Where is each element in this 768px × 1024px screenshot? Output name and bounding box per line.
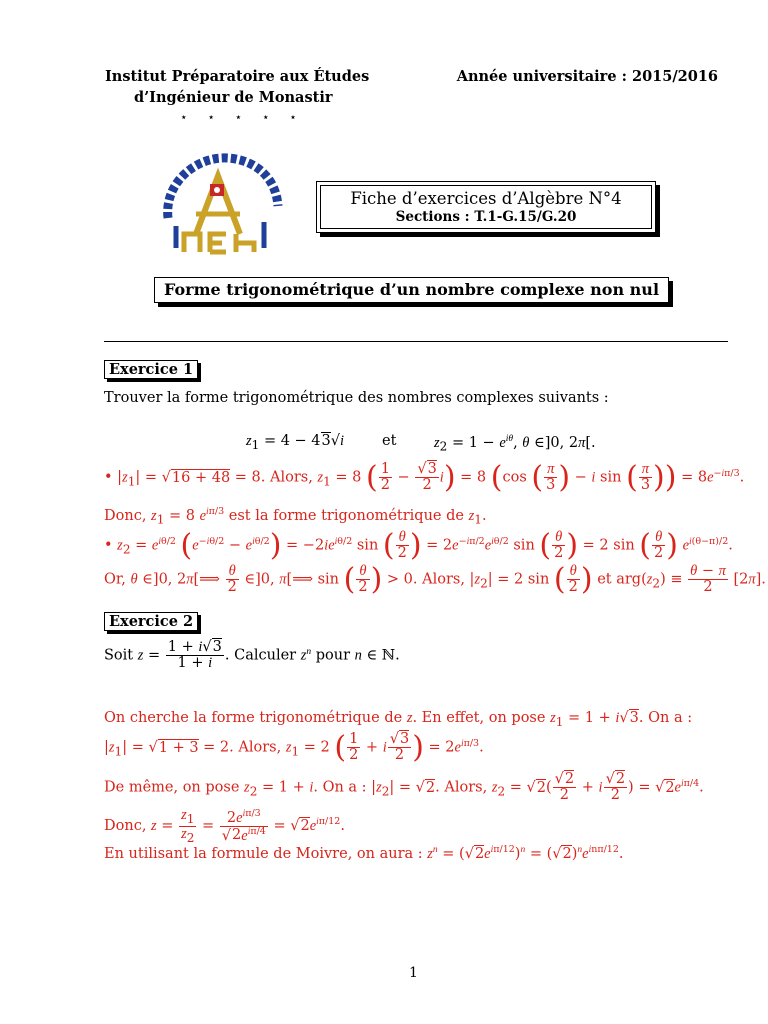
page-number: 1 xyxy=(409,965,418,981)
solution-2-line1: On cherche la forme trigonométrique de z. En effet, on pose $z_1 = 1 + i√3$. On a : xyxy=(104,710,693,729)
academic-year: Année universitaire : 2015/2016 xyxy=(456,68,718,85)
sections-line: Sections : T.1-G.15/G.20 xyxy=(395,209,577,225)
solution-2-line4: Donc, z = $\frac{z_1}{z_2}$ = $\frac{2e^{i\pi/3}}{√2e^{i\pi/4}}$ = $√2e^{i\pi/12}$. xyxy=(104,807,345,845)
institute-name-line2: d’Ingénieur de Monastir xyxy=(134,89,333,106)
subject-title: Forme trigonométrique d’un nombre complexe non nul xyxy=(154,277,669,303)
solution-2-moivre: En utilisant la formule de Moivre, on aura : $z^n = (√2e^{i\pi/12})^n = (√2)^ne^{in\pi/12}$. xyxy=(104,844,624,862)
solution-1-conclusion: Donc, $z_1 = 8$ $e^{i\pi/3}$ est la forme trigonométrique de $z_1$. xyxy=(104,506,487,527)
institute-logo xyxy=(156,148,286,260)
exercise-1-statement: Trouver la forme trigonométrique des nombres complexes suivants : xyxy=(104,390,609,406)
solution-1-argument-line: Or, θ ∈]0, 2π[⟹ $\frac{\theta}{2}$ ∈]0, π[⟹ sin ( $\frac{\theta}{2}$ ) > 0. Alors, $|z_2| = 2$ sin ( $\frac{\theta}{2}$ ) et $arg(z_2)$ ≡ $\frac{\theta - \pi}{2}$ [2π]. xyxy=(104,562,766,597)
solution-2-line3: De même, on pose $z_2 = 1 + i$. On a : $|z_2| = √2$. Alors, $z_2 = √2$( $\frac{√2}{2}$ + i $\frac{√2}{2}$ ) = $√2e^{i\pi/4}$. xyxy=(104,771,704,804)
decorative-stars: ⋆ ⋆ ⋆ ⋆ ⋆ xyxy=(180,110,305,124)
solution-2-line2: $|z_1| = √1 + 3 = 2$. Alors, $z_1 = 2$ ( $\frac{1}{2}$ + i $\frac{√3}{2}$ ) = $2e^{i\pi/3}$. xyxy=(104,730,484,765)
exercise-2-label: Exercice 2 xyxy=(104,612,198,631)
exercise-1-et: et xyxy=(382,433,397,449)
exercise-1-z1: $z_1 = 4 - 43√i$ xyxy=(246,433,345,452)
exercise-2-statement: Soit z = $\frac{1 + i√3}{1 + i}$ . Calculer $z^n$ pour n ∈ ℕ. xyxy=(104,639,400,672)
exercise-1-z2: $z_2 = 1 - e^{i\theta}$, θ ∈]0, 2π[. xyxy=(434,434,596,454)
solution-1-z2-line: • $z_2 = e^{i\theta/2}$ $(e^{-i\theta/2} - e^{i\theta/2}) = -2ie^{i\theta/2}$ sin ( $\frac{\theta}{2}$ ) = $2e^{-i\pi/2}e^{i\theta/2}$ sin ( $\frac{\theta}{2}$ ) = 2 sin ( $\frac{\theta}{2}$ ) $e^{i(\theta-\pi)/2}$. xyxy=(104,528,733,563)
exercise-1-label: Exercice 1 xyxy=(104,360,198,379)
sheet-title: Fiche d’exercices d’Algèbre N°4 xyxy=(350,189,622,208)
horizontal-divider xyxy=(104,341,728,342)
alors-text: . Alors, xyxy=(260,469,313,486)
solution-1-modulus-line: • $|z_1| = √16 + 48 = 8$. Alors, $z_1 = 8$ ( $\frac{1}{2}$ − $\frac{√3}{2}$ i) = 8 (cos ( $\frac{\pi}{3}$ ) − i sin ( $\frac{\pi}{3}$ )) = $8e^{-i\pi/3}$. xyxy=(104,460,745,495)
institute-name-line1: Institut Préparatoire aux Études xyxy=(105,68,370,85)
sheet-title-box xyxy=(316,181,656,233)
